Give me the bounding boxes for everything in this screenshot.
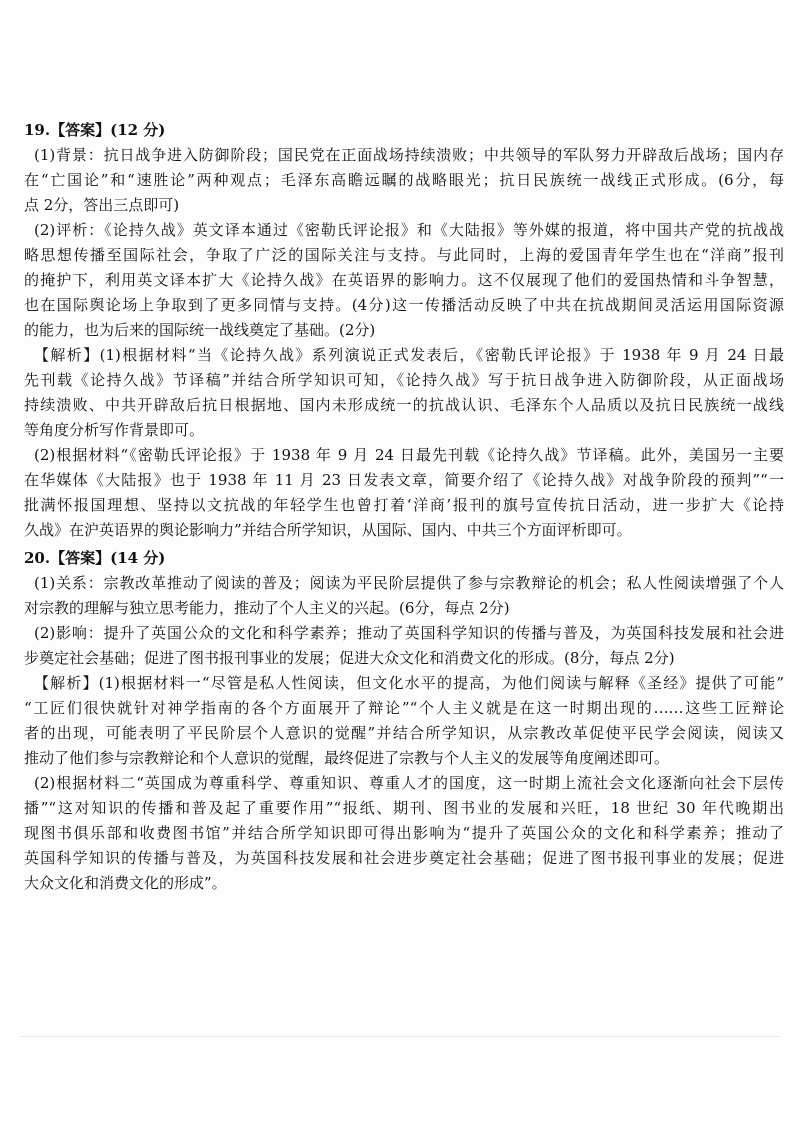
q19-analysis-line-3: 持续溃败、中共开辟敌后抗日根据地、国内未形成统一的抗战认识、毛泽东个人品质以及抗日民族统一战线 [24,396,784,414]
bottom-divider [20,1036,780,1037]
q20-analysis-line-2: “工匠们很快就针对神学指南的各个方面展开了辩论”“个人主义就是在这一时期出现的……这些工匠辩论 [24,699,784,717]
q19-analysis-line-7: 批满怀报国理想、坚持以文抗战的年轻学生也曾打着‘洋商’报刊的旗号宣传抗日活动，进一步扩大《论持 [24,496,784,514]
q20-answer-line-4: 步奠定社会基础；促进了图书报刊事业的发展；促进大众文化和消费文化的形成。(8分，每点 2分) [24,649,675,667]
q20-header: 20.【答案】(14 分) [24,549,166,567]
q19-analysis-line-6: 在华媒体《大陆报》也于 1938 年 11 月 23 日发表文章，简要介绍了《论持久战》对战争阶段的预判”“一 [24,471,784,489]
q19-answer-line-7: 也在国际舆论场上争取到了更多同情与支持。(4分)这一传播活动反映了中共在抗战期间灵活运用国际资源 [24,296,784,314]
q19-header: 19.【答案】(12 分) [24,121,166,139]
q19-answer-line-6: 的掩护下，利用英文译本扩大《论持久战》在英语界的影响力。这不仅展现了他们的爱国热情和斗争智慧， [24,271,784,289]
q19-answer-line-4: (2)评析：《论持久战》英文译本通过《密勒氏评论报》和《大陆报》等外媒的报道，将中国共产党的抗战战 [34,221,784,239]
q20-analysis-line-5: (2)根据材料二“英国成为尊重科学、尊重知识、尊重人才的国度，这一时期上流社会文化逐渐向社会下层传 [34,774,784,792]
q19-analysis-line-8: 久战》在沪英语界的舆论影响力”并结合所学知识，从国际、国内、中共三个方面评析即可。 [24,521,632,539]
answer-content [24,118,784,896]
q20-answer-line-2: 对宗教的理解与独立思考能力，推动了个人主义的兴起。(6分，每点 2分) [24,599,510,617]
q20-analysis-line-1: 【解析】(1)根据材料一“尽管是私人性阅读，但文化水平的提高，为他们阅读与解释《圣经》提供了可能” [34,674,784,692]
q20-analysis-line-3: 者的出现，可能表明了平民阶层个人意识的觉醒”并结合所学知识，从宗教改革促使平民学会阅读，阅读又 [24,724,784,742]
q20-answer-line-3: (2)影响：提升了英国公众的文化和科学素养；推动了英国科学知识的传播与普及，为英国科技发展和社会进 [34,624,784,642]
q19-analysis-line-2: 先刊载《论持久战》节译稿”并结合所学知识可知，《论持久战》写于抗日战争进入防御阶段，从正面战场 [24,371,784,389]
q19-answer-line-5: 略思想传播至国际社会，争取了广泛的国际关注与支持。与此同时，上海的爱国青年学生也在“洋商”报刊 [24,246,784,264]
q20-analysis-line-7: 现图书俱乐部和收费图书馆”并结合所学知识即可得出影响为“提升了英国公众的文化和科学素养；推动了 [24,824,784,842]
q20-answer-line-1: (1)关系：宗教改革推动了阅读的普及；阅读为平民阶层提供了参与宗教辩论的机会；私人性阅读增强了个人 [34,574,784,592]
q20-analysis-line-4: 推动了他们参与宗教辩论和个人意识的觉醒，最终促进了宗教与个人主义的发展等角度阐述即可。 [24,749,670,767]
q20-analysis-line-6: 播”“这对知识的传播和普及起了重要作用”“报纸、期刊、图书业的发展和兴旺，18 世纪 30 年代晚期出 [24,799,784,817]
q19-analysis-line-5: (2)根据材料“《密勒氏评论报》于 1938 年 9 月 24 日最先刊载《论持久战》节译稿。此外，美国另一主要 [34,446,784,464]
q19-analysis-line-1: 【解析】(1)根据材料“当《论持久战》系列演说正式发表后，《密勒氏评论报》于 1938 年 9 月 24 日最 [34,346,784,364]
q19-answer-line-2: 在“亡国论”和“速胜论”两种观点；毛泽东高瞻远瞩的战略眼光；抗日民族统一战线正式形成。(6分，每 [24,171,784,189]
q19-analysis-line-4: 等角度分析写作背景即可。 [24,421,205,439]
q19-answer-line-3: 点 2分，答出三点即可) [24,196,180,214]
q19-answer-line-8: 的能力，也为后来的国际统一战线奠定了基础。(2分) [24,321,376,339]
q20-analysis-line-9: 大众文化和消费文化的形成”。 [24,874,227,892]
q19-answer-line-1: (1)背景：抗日战争进入防御阶段；国民党在正面战场持续溃败；中共领导的军队努力开辟敌后战场；国内存 [34,146,784,164]
q20-analysis-line-8: 英国科学知识的传播与普及，为英国科技发展和社会进步奠定社会基础；促进了图书报刊事业的发展；促进 [24,849,784,867]
